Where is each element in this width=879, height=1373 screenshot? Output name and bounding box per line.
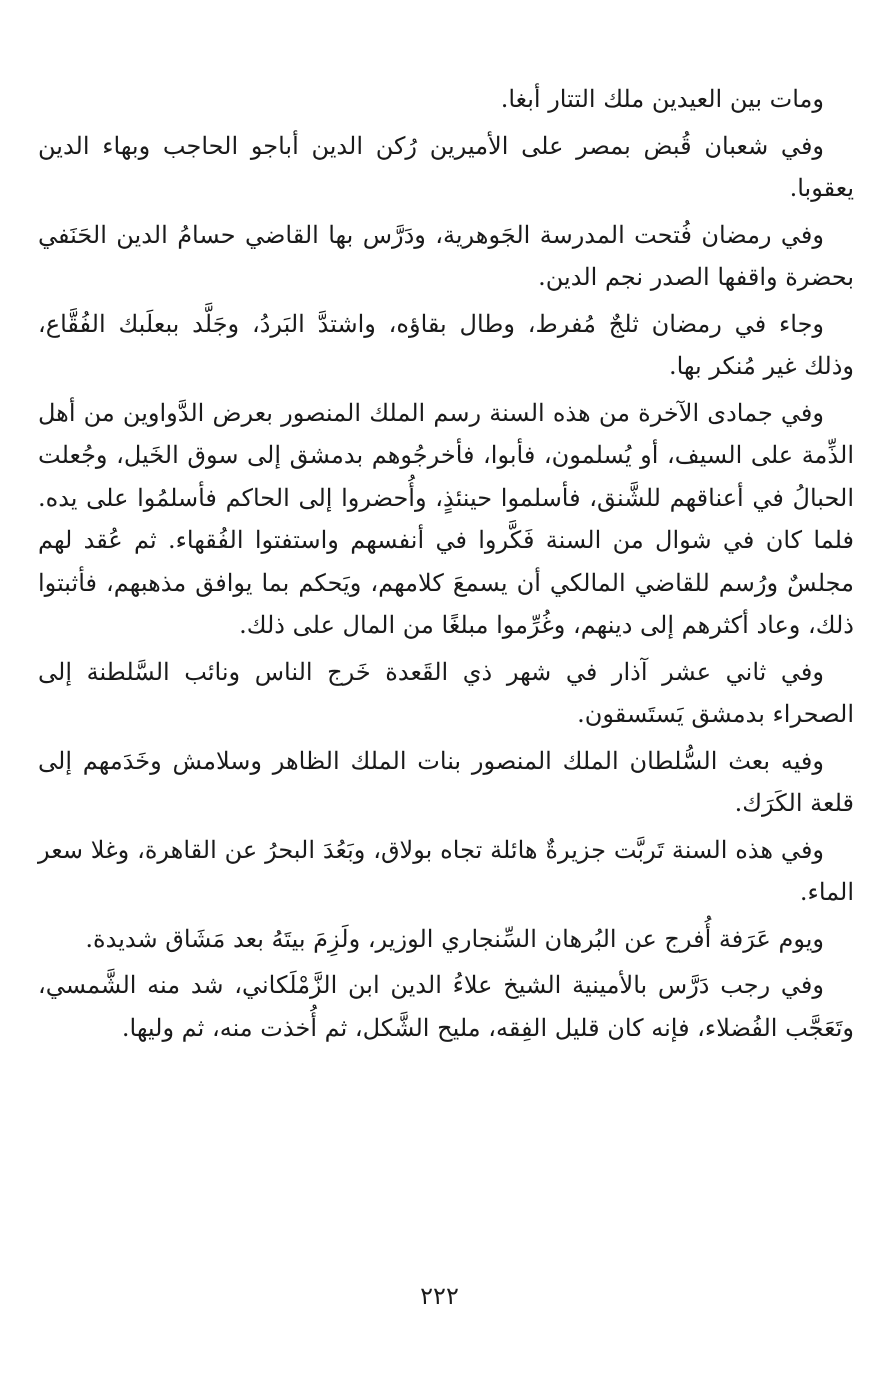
paragraph: وجاء في رمضان ثلجٌ مُفرط، وطال بقاؤه، واشتدَّ البَردُ، وجَلَّد ببعلَبك الفُقَّاع، وذلك غير مُنكر بها. — [38, 309, 854, 380]
paragraph: وفي هذه السنة تَربَّت جزيرةٌ هائلة تجاه بولاق، وبَعُدَ البحرُ عن القاهرة، وغلا سعر الماء. — [38, 835, 854, 906]
paragraph: وفيه بعث السُّلطان الملك المنصور بنات الملك الظاهر وسلامش وخَدَمهم إلى قلعة الكَرَك. — [38, 746, 854, 817]
paragraph: وفي جمادى الآخرة من هذه السنة رسم الملك المنصور بعرض الدَّواوين من أهل الذِّمة على السيف، أو يُسلمون، فأبوا، فأخرجُوهم بدمشق إلى سوق الخَيل، وجُعلت الحبالُ في أعناقهم للشَّنق، فأسلموا حينئذٍ، وأُحضروا إلى الحاكم فأسلمُوا على يده. فلما كان في شوال من السنة فَكَّروا في أنفسهم واستفتوا الفُقهاء. ثم عُقد لهم مجلسٌ ورُسم للقاضي المالكي أن يسمعَ كلامهم، ويَحكم بما يوافق مذهبهم، فأثبتوا ذلك، وعاد أكثرهم إلى دينهم، وغُرِّموا مبلغًا من المال على ذلك. — [38, 398, 855, 639]
page-number: ٢٢٢ — [420, 1282, 459, 1310]
paragraph: ويوم عَرَفة أُفرج عن البُرهان السِّنجاري الوزير، ولَزِمَ بيتَهُ بعد مَشَاق شديدة. — [85, 924, 824, 953]
paragraph: وفي رجب دَرَّس بالأمينية الشيخ علاءُ الدين ابن الزَّمْلَكاني، شد منه الشَّمسي، وتَعَجَّب الفُضلاء، فإنه كان قليل الفِقه، مليح الشَّكل، ثم أُخذت منه، ثم وليها. — [38, 971, 854, 1042]
paragraph: وفي رمضان فُتحت المدرسة الجَوهرية، ودَرَّس بها القاضي حسامُ الدين الحَنَفي بحضرة واقفها الصدر نجم الدين. — [38, 220, 854, 291]
body-text — [38, 78, 854, 1053]
paragraph: وفي شعبان قُبض بمصر على الأميرين رُكن الدين أباجو الحاجب وبهاء الدين يعقوبا. — [38, 131, 854, 202]
paragraph: وفي ثاني عشر آذار في شهر ذي القَعدة خَرج الناس ونائب السَّلطنة إلى الصحراء بدمشق يَستَسقون. — [38, 657, 854, 728]
paragraph: ومات بين العيدين ملك التتار أبغا. — [500, 85, 824, 113]
